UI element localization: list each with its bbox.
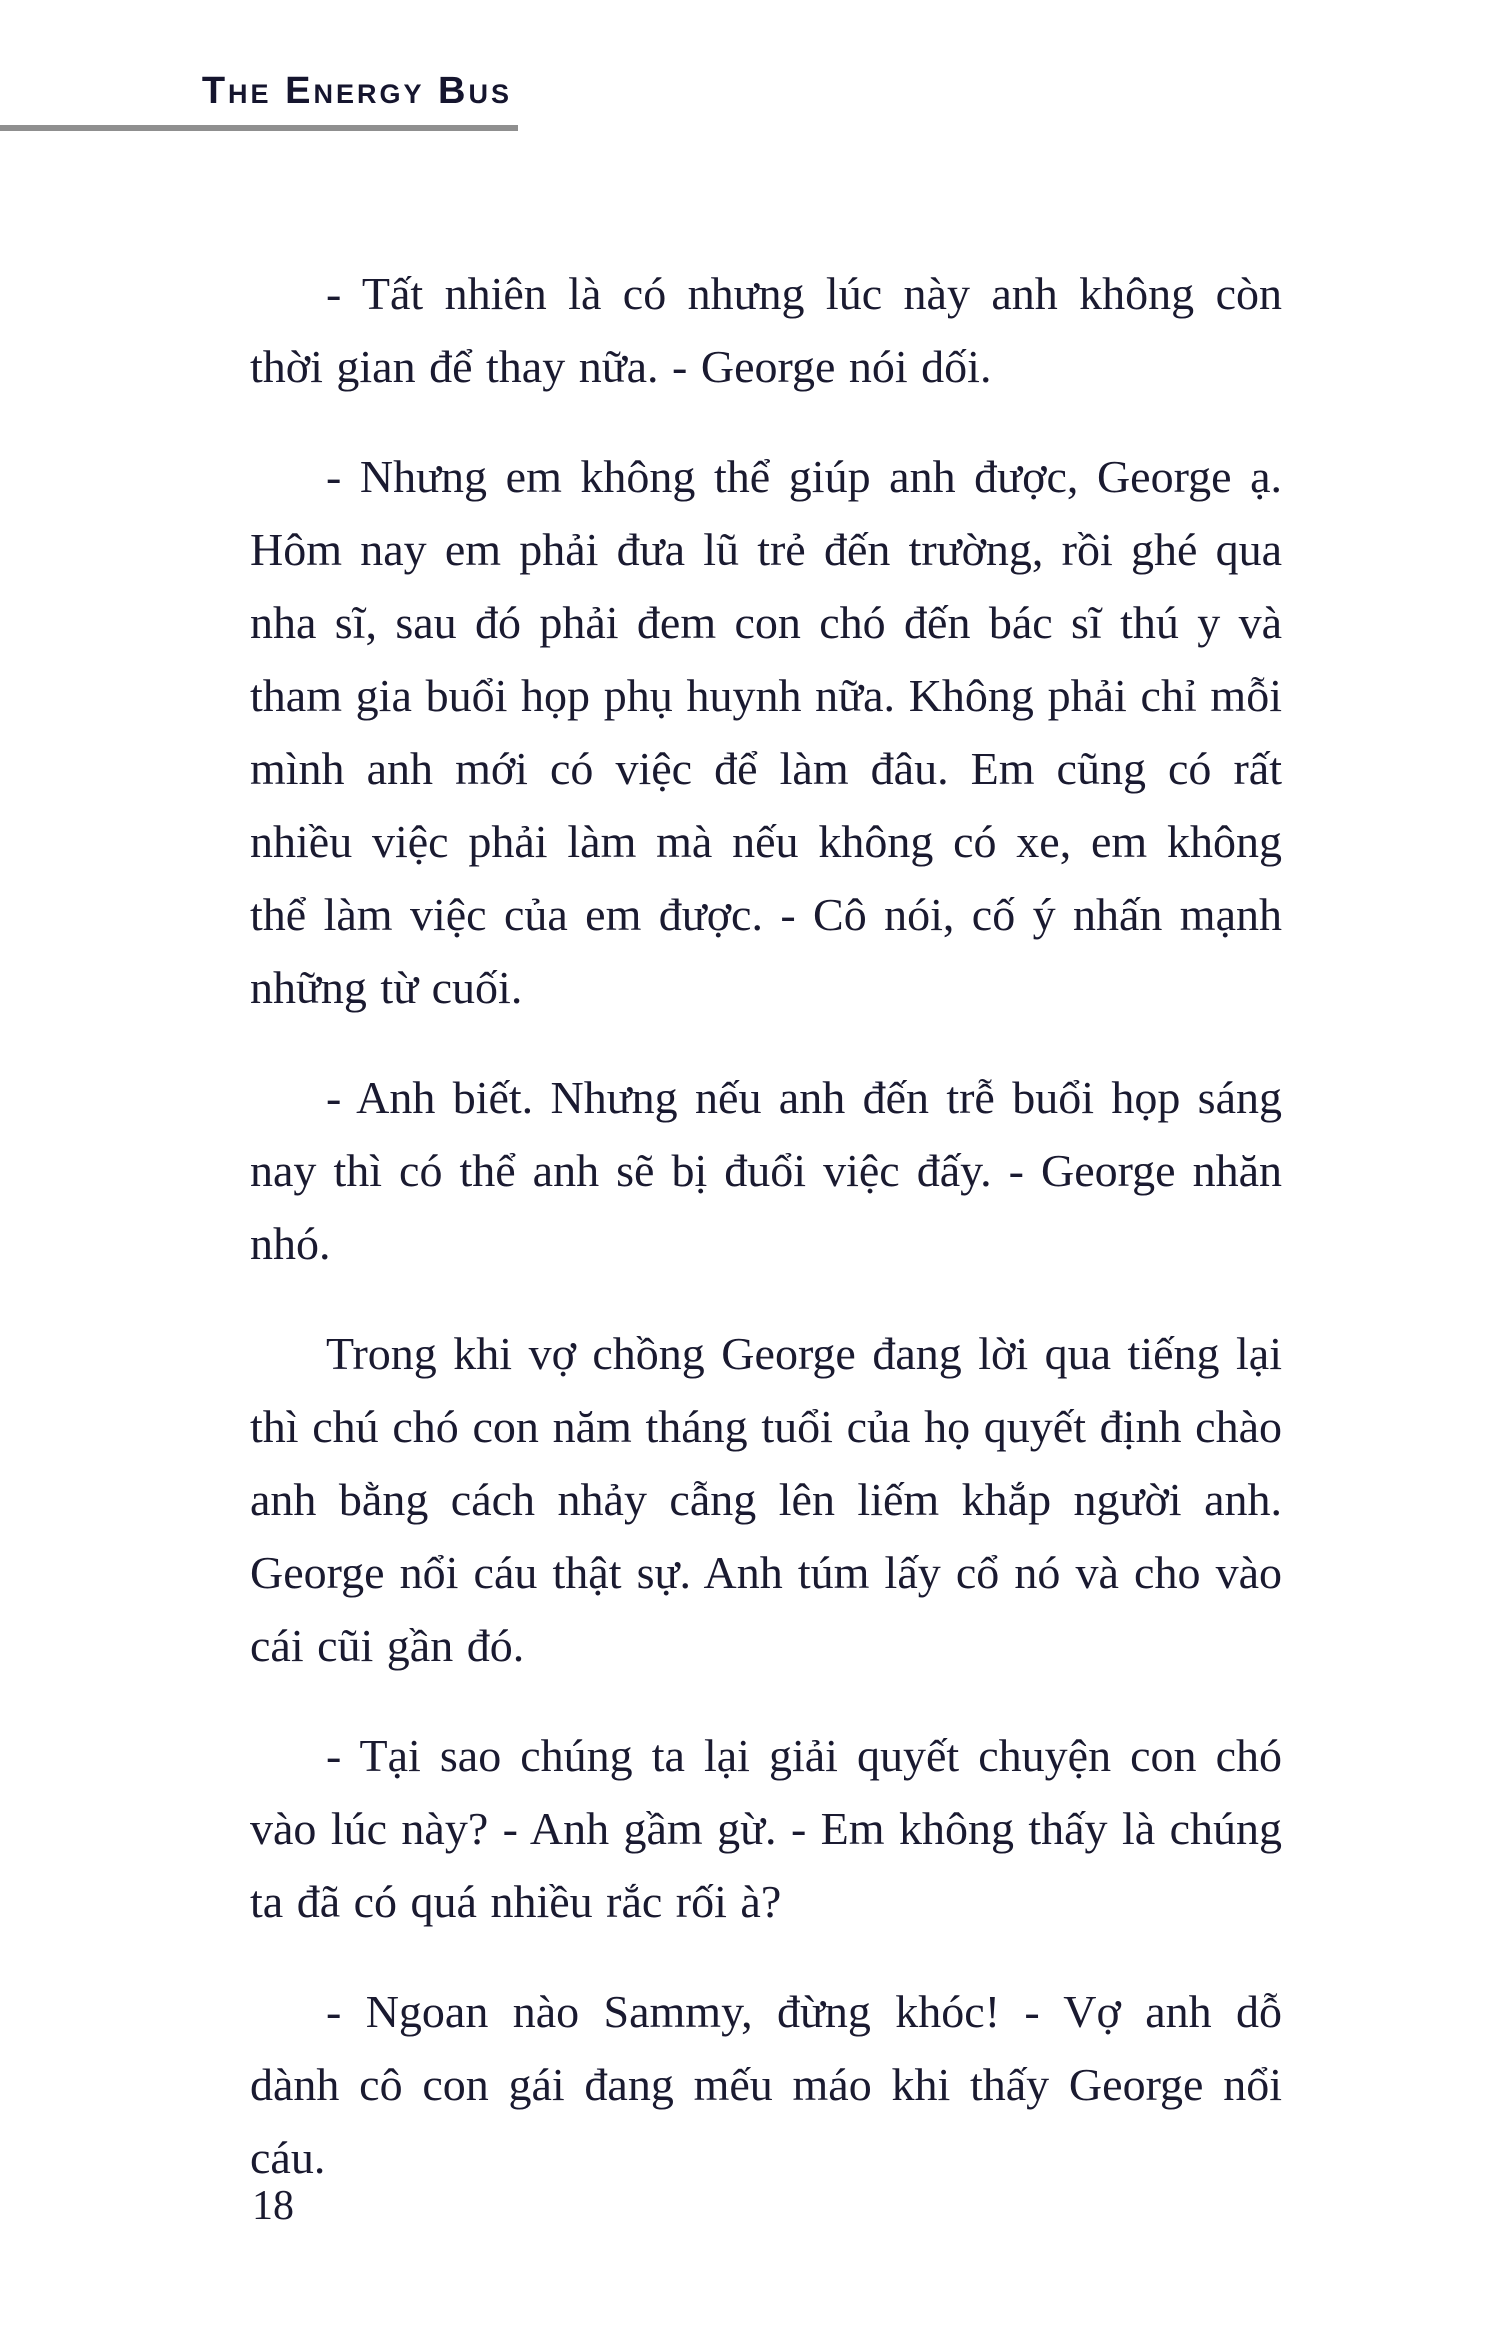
body-text bbox=[250, 257, 1282, 2194]
paragraph-2: - Nhưng em không thể giúp anh được, George ạ. Hôm nay em phải đưa lũ trẻ đến trường, rồi ghé qua nha sĩ, sau đó phải đem con chó đến bác sĩ thú y và tham gia buổi họp phụ huynh nữa. Không phải chỉ mỗi mình anh mới có việc để làm đâu. Em cũng có rất nhiều việc phải làm mà nếu không có xe, em không thể làm việc của em được. - Cô nói, cố ý nhấn mạnh những từ cuối. bbox=[250, 451, 1282, 1013]
paragraph-1: - Tất nhiên là có nhưng lúc này anh không còn thời gian để thay nữa. - George nói dối. bbox=[250, 268, 1282, 392]
page-header bbox=[0, 70, 518, 131]
paragraph-6: - Ngoan nào Sammy, đừng khóc! - Vợ anh dỗ dành cô con gái đang mếu máo khi thấy George nổi cáu. bbox=[250, 1986, 1282, 2183]
paragraph-5: - Tại sao chúng ta lại giải quyết chuyện con chó vào lúc này? - Anh gầm gừ. - Em không thấy là chúng ta đã có quá nhiều rắc rối à? bbox=[250, 1730, 1282, 1927]
book-page bbox=[0, 70, 1499, 2350]
running-head-title: The Energy Bus bbox=[201, 70, 512, 112]
page-number: 18 bbox=[252, 2183, 294, 2229]
paragraph-3: - Anh biết. Nhưng nếu anh đến trễ buổi họp sáng nay thì có thể anh sẽ bị đuổi việc đấy. - George nhăn nhó. bbox=[250, 1072, 1282, 1269]
paragraph-4: Trong khi vợ chồng George đang lời qua tiếng lại thì chú chó con năm tháng tuổi của họ quyết định chào anh bằng cách nhảy cẫng lên liếm khắp người anh. George nổi cáu thật sự. Anh túm lấy cổ nó và cho vào cái cũi gần đó. bbox=[250, 1328, 1282, 1671]
